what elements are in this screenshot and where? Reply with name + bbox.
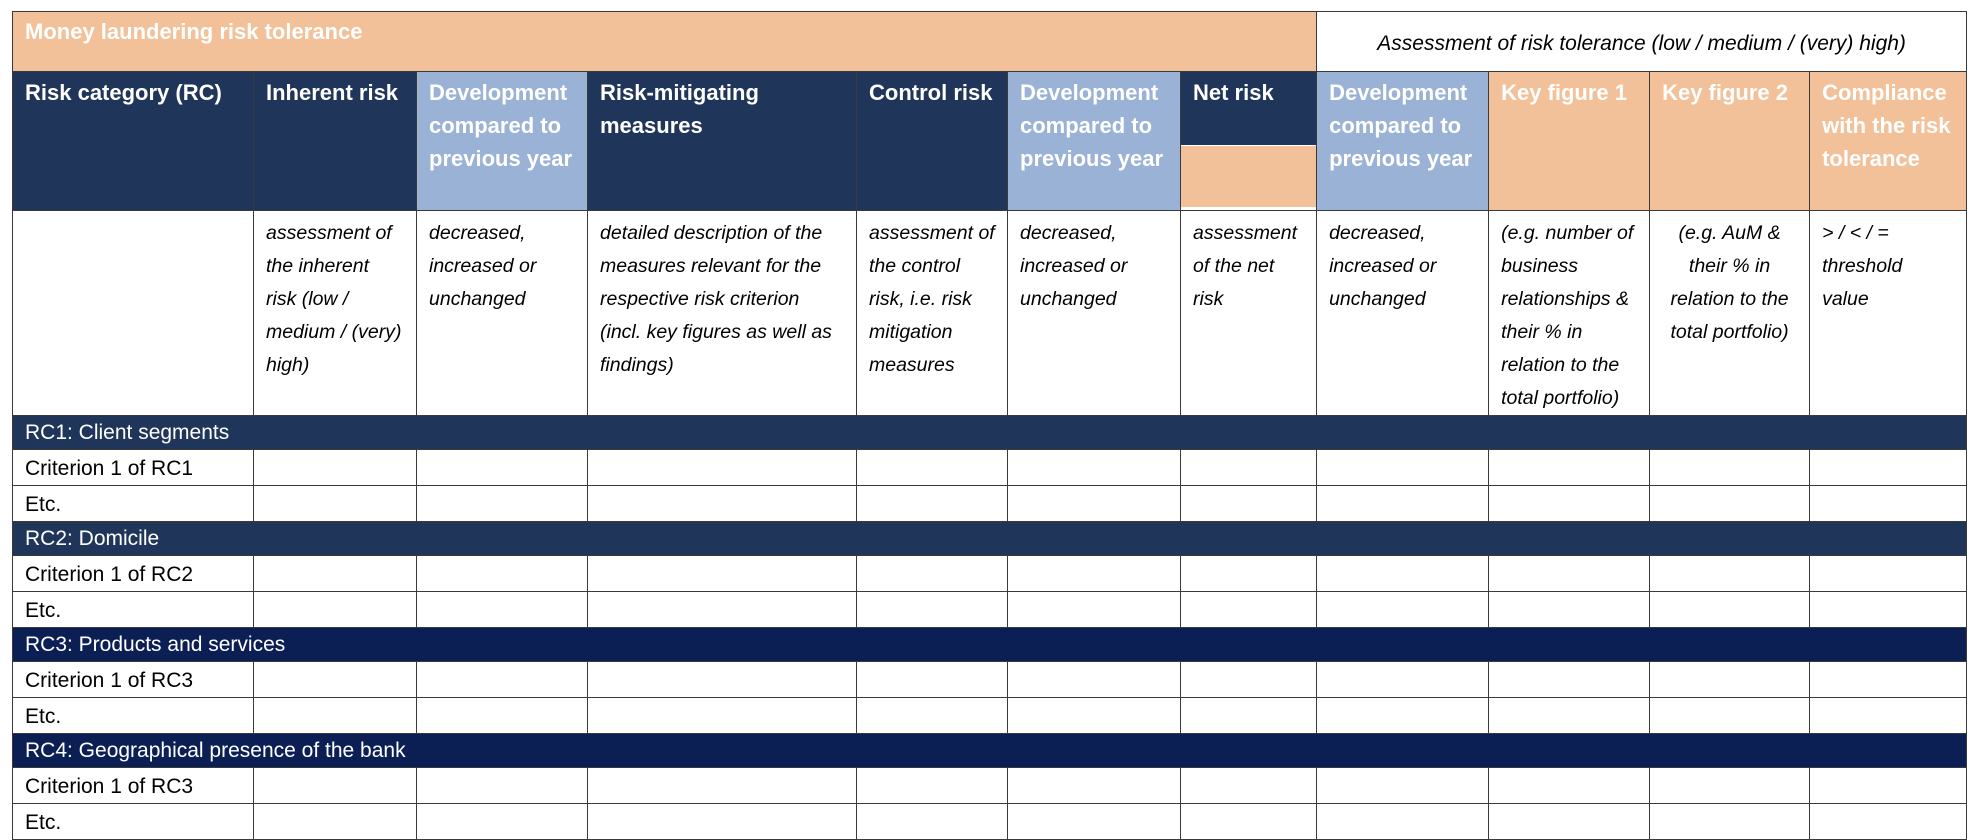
criterion-label: Etc.: [13, 486, 254, 522]
desc-risk-category: [13, 211, 254, 416]
header-net-risk: Net risk: [1181, 72, 1316, 145]
section-row: [13, 734, 1967, 768]
column-header-row: [13, 72, 1967, 211]
header-key-figure-2: Key figure 2: [1650, 72, 1810, 211]
table-row: [13, 768, 1967, 804]
section-row: [13, 522, 1967, 556]
criterion-label: Etc.: [13, 698, 254, 734]
section-title: RC4: Geographical presence of the bank: [13, 734, 1967, 768]
header-risk-category: Risk category (RC): [13, 72, 254, 211]
table-row: [13, 556, 1967, 592]
header-development-2: Development compared to previous year: [1008, 72, 1181, 211]
header-key-figure-1: Key figure 1: [1489, 72, 1650, 211]
criterion-label: Criterion 1 of RC1: [13, 450, 254, 486]
desc-key-figure-1: (e.g. number of business relationships & their % in relation to the total portfolio): [1489, 211, 1650, 416]
assessment-header: Assessment of risk tolerance (low / medium / (very) high): [1317, 12, 1967, 72]
criterion-label: Criterion 1 of RC2: [13, 556, 254, 592]
table-title: Money laundering risk tolerance: [13, 12, 1317, 72]
header-compliance: Compliance with the risk tolerance: [1810, 72, 1967, 211]
desc-control-risk: assessment of the control risk, i.e. risk mitigation measures: [857, 211, 1008, 416]
title-row: [13, 12, 1967, 72]
header-development-3: Development compared to previous year: [1317, 72, 1489, 211]
criterion-label: Etc.: [13, 592, 254, 628]
desc-development-3: decreased, increased or unchanged: [1317, 211, 1489, 416]
table-row: [13, 450, 1967, 486]
table-row: [13, 804, 1967, 840]
table-row: [13, 698, 1967, 734]
table-row: [13, 662, 1967, 698]
header-development-1: Development compared to previous year: [417, 72, 588, 211]
desc-net-risk: assessment of the net risk: [1181, 211, 1317, 416]
description-row: [13, 211, 1967, 416]
header-inherent-risk: Inherent risk: [254, 72, 417, 211]
section-title: RC3: Products and services: [13, 628, 1967, 662]
criterion-label: Criterion 1 of RC3: [13, 768, 254, 804]
section-row: [13, 416, 1967, 450]
desc-inherent-risk: assessment of the inherent risk (low / medium / (very) high): [254, 211, 417, 416]
criterion-label: Etc.: [13, 804, 254, 840]
desc-compliance: > / < / = threshold value: [1810, 211, 1967, 416]
table-row: [13, 486, 1967, 522]
header-net-risk-cell: [1181, 72, 1317, 211]
table-row: [13, 592, 1967, 628]
desc-risk-mitigating-measures: detailed description of the measures relevant for the respective risk criterion (incl. key figures as well as findings): [588, 211, 857, 416]
section-row: [13, 628, 1967, 662]
desc-development-1: decreased, increased or unchanged: [417, 211, 588, 416]
header-control-risk: Control risk: [857, 72, 1008, 211]
desc-development-2: decreased, increased or unchanged: [1008, 211, 1181, 416]
risk-tolerance-table: [12, 11, 1967, 840]
section-title: RC2: Domicile: [13, 522, 1967, 556]
header-risk-mitigating-measures: Risk-mitigating measures: [588, 72, 857, 211]
criterion-label: Criterion 1 of RC3: [13, 662, 254, 698]
desc-key-figure-2: (e.g. AuM & their % in relation to the total portfolio): [1650, 211, 1810, 416]
risk-tolerance-table-wrapper: [12, 11, 1967, 840]
section-title: RC1: Client segments: [13, 416, 1967, 450]
header-net-risk-fill: [1181, 145, 1316, 207]
